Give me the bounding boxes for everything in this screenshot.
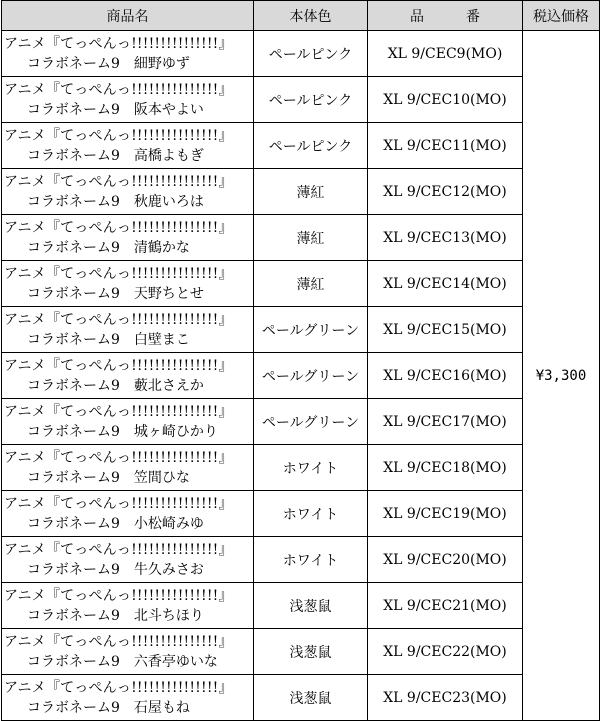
header-product-code-label: 品 番 (410, 8, 494, 25)
product-collab-name: コラボネーム9 白壁まこ (27, 331, 190, 348)
body-color-cell: ペールピンク (254, 77, 368, 123)
product-code-cell: XL 9/CEC22(MO) (368, 629, 523, 675)
body-color-cell: ペールグリーン (254, 353, 368, 399)
product-name-cell (2, 123, 254, 169)
product-name-cell (2, 629, 254, 675)
table-row (2, 491, 600, 537)
price-cell: ¥3,300 (523, 31, 600, 721)
product-collab-name: コラボネーム9 秋鹿いろは (27, 193, 204, 210)
product-series-name: アニメ『てっぺんっ!!!!!!!!!!!!!!!』 (4, 679, 233, 696)
product-name-cell (2, 169, 254, 215)
product-code-cell: XL 9/CEC18(MO) (368, 445, 523, 491)
table-row (2, 169, 600, 215)
product-collab-name: コラボネーム9 阪本やよい (27, 101, 204, 118)
product-name-cell (2, 445, 254, 491)
body-color-cell: 薄紅 (254, 215, 368, 261)
product-series-name: アニメ『てっぺんっ!!!!!!!!!!!!!!!』 (4, 265, 233, 282)
header-product-name: 商品名 (2, 1, 254, 31)
product-series-name: アニメ『てっぺんっ!!!!!!!!!!!!!!!』 (4, 173, 233, 190)
product-code-cell: XL 9/CEC14(MO) (368, 261, 523, 307)
product-collab-name: コラボネーム9 藪北さえか (27, 377, 204, 394)
table-row (2, 31, 600, 77)
body-color-cell: 浅葱鼠 (254, 629, 368, 675)
product-name-cell (2, 583, 254, 629)
product-name-cell (2, 307, 254, 353)
product-name-cell (2, 261, 254, 307)
product-name-cell (2, 77, 254, 123)
product-name-cell (2, 491, 254, 537)
product-name-cell (2, 31, 254, 77)
product-code-cell: XL 9/CEC15(MO) (368, 307, 523, 353)
product-series-name: アニメ『てっぺんっ!!!!!!!!!!!!!!!』 (4, 449, 233, 466)
product-code-cell: XL 9/CEC12(MO) (368, 169, 523, 215)
product-series-name: アニメ『てっぺんっ!!!!!!!!!!!!!!!』 (4, 311, 233, 328)
product-collab-name: コラボネーム9 小松崎みゆ (27, 515, 204, 532)
product-name-cell (2, 353, 254, 399)
product-code-cell: XL 9/CEC21(MO) (368, 583, 523, 629)
product-collab-name: コラボネーム9 石屋もね (27, 699, 190, 716)
product-series-name: アニメ『てっぺんっ!!!!!!!!!!!!!!!』 (4, 35, 233, 52)
product-name-cell (2, 399, 254, 445)
product-series-name: アニメ『てっぺんっ!!!!!!!!!!!!!!!』 (4, 403, 233, 420)
product-series-name: アニメ『てっぺんっ!!!!!!!!!!!!!!!』 (4, 495, 233, 512)
product-code-cell: XL 9/CEC17(MO) (368, 399, 523, 445)
product-series-name: アニメ『てっぺんっ!!!!!!!!!!!!!!!』 (4, 587, 233, 604)
body-color-cell: ペールグリーン (254, 307, 368, 353)
body-color-cell: ペールピンク (254, 31, 368, 77)
product-series-name: アニメ『てっぺんっ!!!!!!!!!!!!!!!』 (4, 633, 233, 650)
header-product-code (368, 1, 523, 31)
table-body (2, 31, 600, 721)
body-color-cell: ホワイト (254, 537, 368, 583)
product-code-cell: XL 9/CEC23(MO) (368, 675, 523, 721)
product-collab-name: コラボネーム9 笠間ひな (27, 469, 190, 486)
table-row (2, 123, 600, 169)
product-name-cell (2, 215, 254, 261)
product-collab-name: コラボネーム9 清鶴かな (27, 239, 190, 256)
header-row (2, 1, 600, 31)
product-code-cell: XL 9/CEC16(MO) (368, 353, 523, 399)
table-row (2, 583, 600, 629)
body-color-cell: ペールピンク (254, 123, 368, 169)
table-row (2, 77, 600, 123)
table-row (2, 675, 600, 721)
product-collab-name: コラボネーム9 北斗ちほり (27, 607, 204, 624)
header-body-color: 本体色 (254, 1, 368, 31)
product-code-cell: XL 9/CEC9(MO) (368, 31, 523, 77)
product-code-cell: XL 9/CEC19(MO) (368, 491, 523, 537)
table-row (2, 353, 600, 399)
body-color-cell: 浅葱鼠 (254, 583, 368, 629)
product-series-name: アニメ『てっぺんっ!!!!!!!!!!!!!!!』 (4, 357, 233, 374)
product-collab-name: コラボネーム9 細野ゆず (27, 55, 190, 72)
product-name-cell (2, 537, 254, 583)
body-color-cell: ホワイト (254, 491, 368, 537)
product-code-cell: XL 9/CEC13(MO) (368, 215, 523, 261)
table-row (2, 629, 600, 675)
product-series-name: アニメ『てっぺんっ!!!!!!!!!!!!!!!』 (4, 541, 233, 558)
table-header (2, 1, 600, 31)
table-row (2, 445, 600, 491)
product-series-name: アニメ『てっぺんっ!!!!!!!!!!!!!!!』 (4, 219, 233, 236)
table-row (2, 215, 600, 261)
product-series-name: アニメ『てっぺんっ!!!!!!!!!!!!!!!』 (4, 81, 233, 98)
body-color-cell: 薄紅 (254, 169, 368, 215)
product-code-cell: XL 9/CEC11(MO) (368, 123, 523, 169)
table-row (2, 261, 600, 307)
product-collab-name: コラボネーム9 天野ちとせ (27, 285, 204, 302)
product-table (1, 0, 600, 721)
product-collab-name: コラボネーム9 城ヶ崎ひかり (27, 423, 218, 440)
body-color-cell: 浅葱鼠 (254, 675, 368, 721)
product-name-cell (2, 675, 254, 721)
product-collab-name: コラボネーム9 六香亭ゆいな (27, 653, 218, 670)
table-row (2, 399, 600, 445)
table-row (2, 307, 600, 353)
body-color-cell: ペールグリーン (254, 399, 368, 445)
product-collab-name: コラボネーム9 牛久みさお (27, 561, 204, 578)
product-series-name: アニメ『てっぺんっ!!!!!!!!!!!!!!!』 (4, 127, 233, 144)
product-collab-name: コラボネーム9 高橋よもぎ (27, 147, 204, 164)
header-price: 税込価格 (523, 1, 600, 31)
body-color-cell: ホワイト (254, 445, 368, 491)
body-color-cell: 薄紅 (254, 261, 368, 307)
product-code-cell: XL 9/CEC20(MO) (368, 537, 523, 583)
table-row (2, 537, 600, 583)
product-code-cell: XL 9/CEC10(MO) (368, 77, 523, 123)
